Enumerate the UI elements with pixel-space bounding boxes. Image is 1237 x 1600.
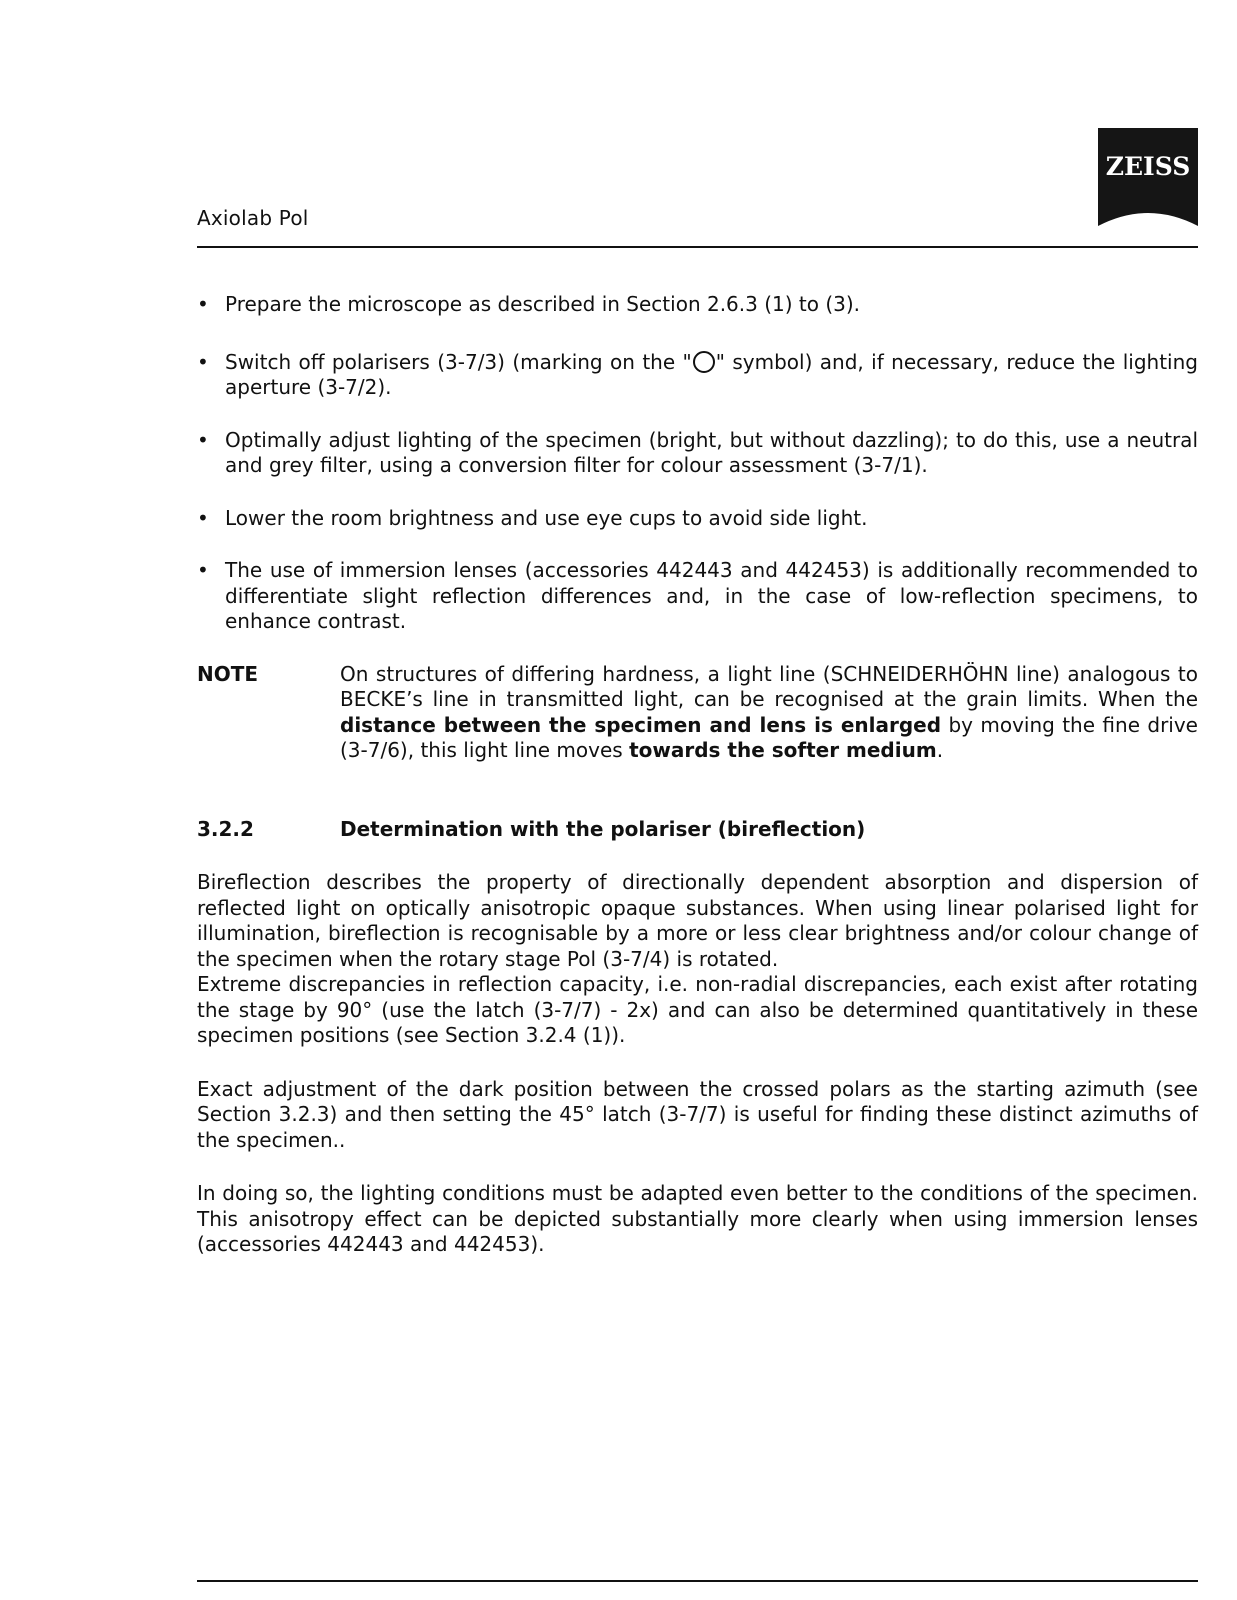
body-paragraph: Bireflection describes the property of directionally dependent absorption and dispersion of reflected light on optically anisotropic opaque substances. When using linear polarised light for illumination, bireflection is recognisable by a more or less clear brightness and/or colour change of the specimen when the rotary stage Pol (3-7/4) is rotated.: [197, 870, 1198, 971]
bullet-marker: •: [197, 558, 209, 582]
note-emphasis: distance between the specimen and lens is enlarged: [340, 712, 942, 737]
header-rule: [197, 246, 1198, 248]
list-item: [197, 506, 1198, 532]
zeiss-logo: [1098, 128, 1198, 228]
section-title: Determination with the polariser (bireflection): [340, 816, 866, 841]
body-paragraph: In doing so, the lighting conditions must be adapted even better to the conditions of the specimen. This anisotropy effect can be depicted substantially more clearly when using immersion lenses (accessories 442443 and 442453).: [197, 1181, 1198, 1256]
bullet-marker: •: [197, 427, 209, 452]
document-header-title: Axiolab Pol: [197, 206, 309, 230]
circle-symbol-icon: [693, 351, 715, 373]
section-number: 3.2.2: [197, 816, 254, 841]
note-block: [197, 662, 1198, 764]
list-item-text: Prepare the microscope as described in Section 2.6.3 (1) to (3).: [225, 292, 861, 316]
bullet-marker: •: [197, 349, 209, 374]
page-content: [197, 292, 1198, 1258]
section-heading: [197, 817, 1198, 843]
list-item: [197, 558, 1198, 635]
note-label: NOTE: [197, 661, 259, 686]
svg-text:ZEISS: ZEISS: [1105, 152, 1191, 181]
list-item: [197, 292, 1198, 318]
body-paragraph: Extreme discrepancies in reflection capacity, i.e. non-radial discrepancies, each exist after rotating the stage by 90° (use the latch (3-7/7) - 2x) and can also be determined quantitatively in these specimen positions (see Section 3.2.4 (1)).: [197, 972, 1198, 1047]
bullet-marker: •: [197, 292, 209, 316]
list-item-text: Switch off polarisers (3-7/3) (marking on the ": [225, 349, 692, 374]
list-item: [197, 428, 1198, 479]
list-item-text: " symbol) and, if necessary, reduce the lighting aperture (3-7/2).: [225, 349, 1198, 399]
note-text: On structures of differing hardness, a light line (SCHNEIDERHÖHN line) analogous to BECKE’s line in transmitted light, can be recognised at the grain limits. When the distance between the specimen and lens is enlarged by moving the fine drive (3-7/6), this light line moves towards the softer medium.: [340, 661, 1198, 762]
bullet-marker: •: [197, 505, 209, 530]
body-paragraph: Exact adjustment of the dark position between the crossed polars as the starting azimuth (see Section 3.2.3) and then setting the 45° latch (3-7/7) is useful for finding these distinct azimuths of the specimen..: [197, 1076, 1198, 1152]
note-emphasis: towards the softer medium: [629, 738, 937, 762]
list-item-text: Optimally adjust lighting of the specimen (bright, but without dazzling); to do this, use a neutral and grey filter, using a conversion filter for colour assessment (3-7/1).: [225, 427, 1198, 477]
list-item: [197, 350, 1198, 401]
list-item-text: The use of immersion lenses (accessories 442443 and 442453) is additionally recommended to differentiate slight reflection differences and, in the case of low-reflection specimens, to enhance contrast.: [225, 558, 1198, 633]
footer-rule: [197, 1580, 1198, 1582]
list-item-text: Lower the room brightness and use eye cups to avoid side light.: [225, 505, 868, 530]
